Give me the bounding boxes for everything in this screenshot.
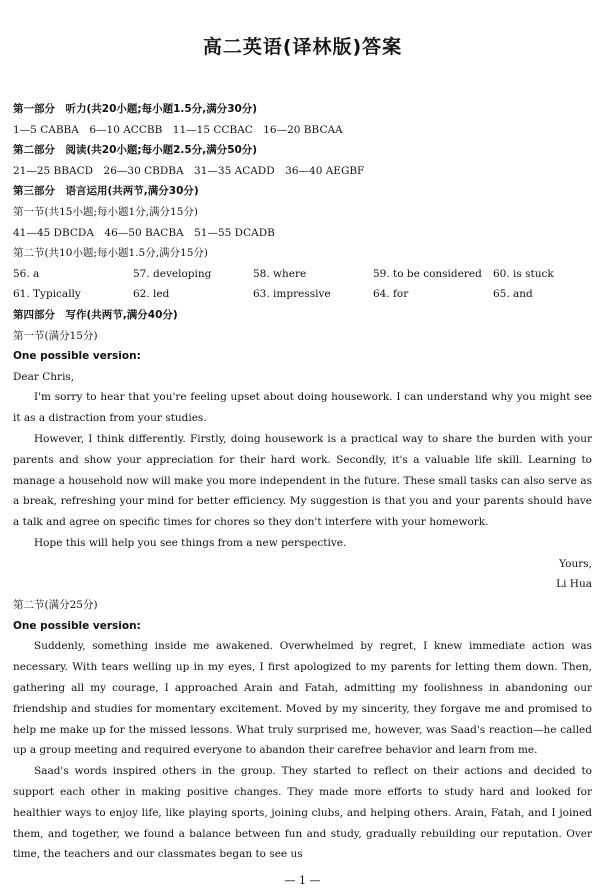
answer-cell: 60. is stuck bbox=[493, 267, 554, 280]
letter-paragraph: Hope this will help you see things from a new perspective. bbox=[34, 536, 347, 549]
version-label: One possible version: bbox=[13, 619, 141, 632]
part2-heading: 第二部分 阅读(共20小题;每小题2.5分,满分50分) bbox=[13, 144, 258, 157]
story-paragraph: Saad's words inspired others in the group. They started to reflect on their actions and decided to support each other in making positive changes. They made more efforts to study hard and looked for healthier ways to enjoy life, like playing sports, joining clubs, and helping others. Arain, Fatah, and I joined them, and together, we found a balance between fun and study, gradually rebuilding our reputation. Over time, the teachers and our classmates began to see us bbox=[13, 765, 592, 861]
answer-sheet bbox=[13, 0, 592, 865]
part3-section2-heading: 第二节(共10小题;每小题1.5分,满分15分) bbox=[13, 247, 208, 260]
letter-greeting: Dear Chris, bbox=[13, 370, 75, 383]
answer-cell: 57. developing bbox=[133, 267, 212, 280]
version-label: One possible version: bbox=[13, 350, 141, 363]
letter-closing: Yours, bbox=[559, 557, 592, 570]
answer-cell: 58. where bbox=[253, 267, 307, 280]
page-title: 高二英语(译林版)答案 bbox=[202, 36, 403, 58]
part3-section1-answers: 41—45 DBCDA 46—50 BACBA 51—55 DCADB bbox=[13, 226, 275, 239]
page-number: — 1 — bbox=[284, 873, 321, 887]
part3-section1-heading: 第一节(共15小题;每小题1分,满分15分) bbox=[13, 205, 198, 218]
part1-heading: 第一部分 听力(共20小题;每小题1.5分,满分30分) bbox=[13, 103, 258, 115]
answer-cell: 63. impressive bbox=[253, 288, 331, 301]
answer-cell: 62. led bbox=[133, 288, 170, 301]
answer-cell: 61. Typically bbox=[13, 288, 81, 301]
part3-heading: 第三部分 语言运用(共两节,满分30分) bbox=[13, 185, 199, 198]
answer-cell: 59. to be considered bbox=[373, 267, 482, 280]
story-paragraph: Suddenly, something inside me awakened. Overwhelmed by regret, I knew immediate action was necessary. With tears welling up in my eyes, I first apologized to my parents for letting them down. Then, gathering all my courage, I approached Arain and Fatah, admitting my foolishness in abandoning our friendship and studies for momentary excitement. Moved by my sincerity, they forgave me and promised to help me make up for the missed lessons. What truly surprised me, however, was Saad's reaction—he called up a group meeting and required everyone to abandon their carefree behavior and learn from me. bbox=[13, 640, 592, 757]
answer-cell: 56. a bbox=[13, 267, 40, 280]
answer-row bbox=[13, 264, 592, 285]
letter-signature: Li Hua bbox=[556, 578, 592, 591]
letter-paragraph: I'm sorry to hear that you're feeling upset about doing housework. I can understand why you might see it as a distraction from your studies. bbox=[13, 391, 592, 425]
part2-answers: 21—25 BBACD 26—30 CBDBA 31—35 ACADD 36—40 AEGBF bbox=[13, 164, 365, 177]
answer-cell: 65. and bbox=[493, 288, 533, 301]
part1-answers: 1—5 CABBA 6—10 ACCBB 11—15 CCBAC 16—20 BBCAA bbox=[13, 123, 343, 136]
answer-cell: 64. for bbox=[373, 288, 409, 301]
part4-heading: 第四部分 写作(共两节,满分40分) bbox=[13, 308, 178, 321]
answer-row bbox=[13, 284, 592, 305]
letter-paragraph: However, I think differently. Firstly, doing housework is a practical way to share the burden with your parents and show your appreciation for their hard work. Secondly, it's a valuable life skill. Learning to manage a household now will make you more independent in the future. These small tasks can also serve as a break, refreshing your mind for better efficiency. My suggestion is that you and your parents should have a talk and agree on specific times for chores so they don't interfere with your homework. bbox=[13, 432, 592, 529]
part4-section2-heading: 第二节(满分25分) bbox=[13, 599, 98, 612]
part4-section1-heading: 第一节(满分15分) bbox=[13, 329, 98, 342]
